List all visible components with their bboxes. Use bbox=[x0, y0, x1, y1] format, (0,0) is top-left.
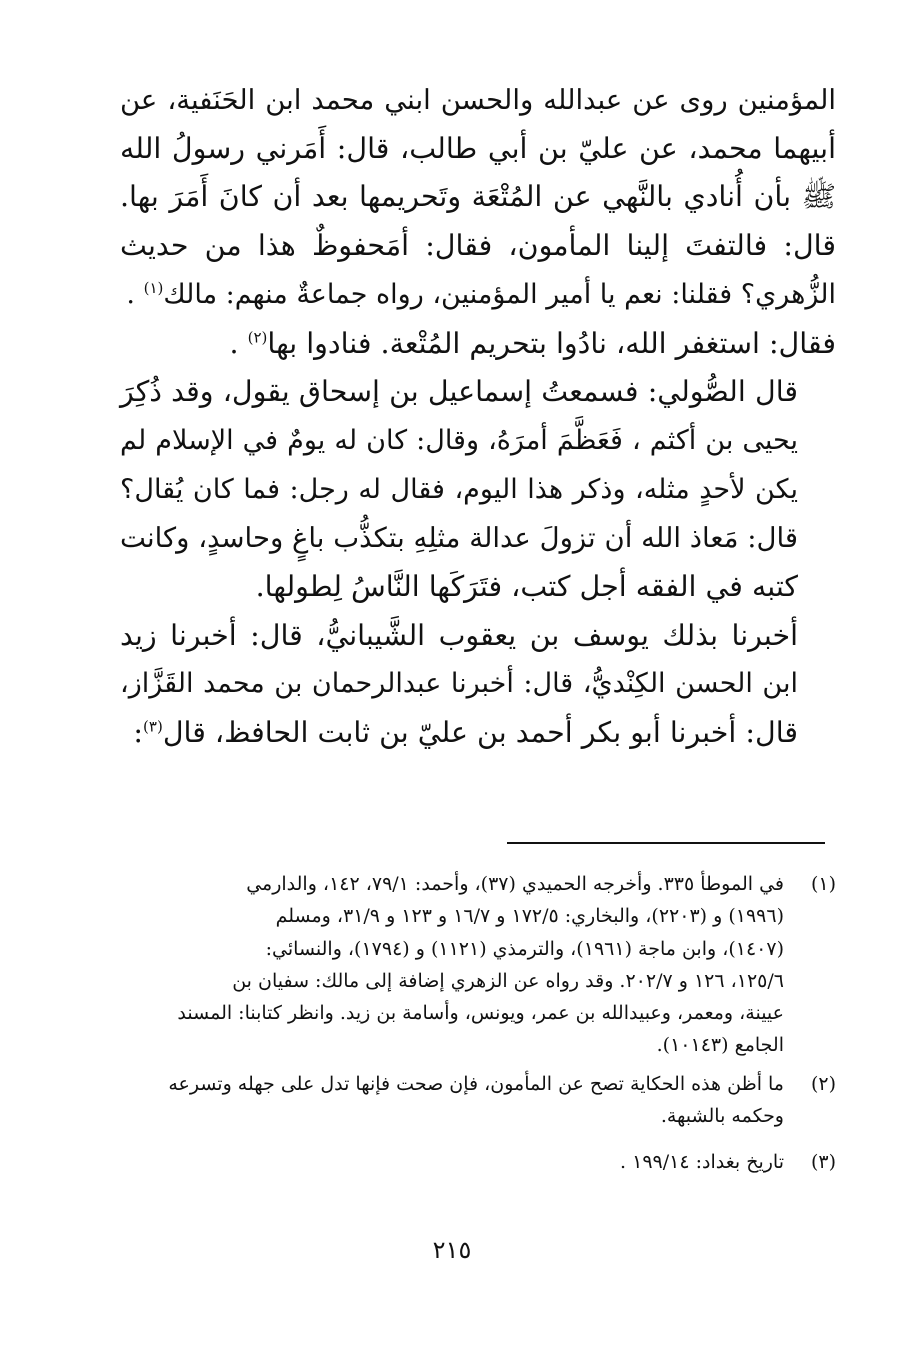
text-line: المؤمنين روى عن عبدالله والحسن ابني محمد ابن الحَنَفية، عن bbox=[120, 84, 836, 116]
footnote-number: (١) bbox=[810, 873, 836, 895]
footnote-text bbox=[120, 868, 784, 1062]
line-end: . bbox=[229, 326, 248, 360]
footnote-ref-2[interactable]: (٢) bbox=[247, 328, 268, 347]
text-line: ابن الحسن الكِنْديُّ، قال: أخبرنا عبدالرحمان بن محمد القَزَّاز، bbox=[120, 668, 798, 700]
text-line bbox=[120, 709, 836, 758]
line-end: . bbox=[126, 278, 144, 310]
footnote-2 bbox=[120, 1068, 836, 1133]
footnote-3 bbox=[120, 1146, 836, 1178]
text-line: أبيهما محمد، عن عليّ بن أبي طالب، قال: أَمَرني رسولُ الله bbox=[120, 131, 836, 165]
text-line-content: الزُّهري؟ فقلنا: نعم يا أمير المؤمنين، رواه جماعةٌ منهم: مالك bbox=[163, 278, 836, 310]
footnote-1 bbox=[120, 868, 836, 1062]
main-text bbox=[120, 76, 836, 758]
footnote-number: (٢) bbox=[810, 1072, 836, 1095]
footnote-line: عيينة، ومعمر، وعبيدالله بن عمر، ويونس، وأسامة بن زيد. وانظر كتابنا: المسند bbox=[177, 1002, 784, 1025]
text-line: يحيى بن أكثم ، فَعَظَّمَ أمرَهُ، وقال: كان له يومٌ في الإسلام لم bbox=[120, 424, 798, 456]
page-number: ٢١٥ bbox=[432, 1236, 472, 1264]
text-line: يكن لأحدٍ مثله، وذكر هذا اليوم، فقال له رجل: فما كان يُقال؟ bbox=[120, 473, 798, 505]
paragraph-2 bbox=[120, 368, 836, 612]
paragraph-1 bbox=[120, 76, 836, 368]
footnote-line: وحكمه بالشبهة. bbox=[660, 1105, 784, 1128]
footnote-text bbox=[120, 1146, 784, 1178]
paragraph-3 bbox=[120, 612, 836, 758]
footnote-ref-3[interactable]: (٣) bbox=[143, 717, 163, 736]
text-line: قال الصُّولي: فسمعتُ إسماعيل بن إسحاق يقول، وقد ذُكِرَ bbox=[120, 375, 798, 409]
footnote-number: (٣) bbox=[810, 1151, 836, 1174]
line-end: : bbox=[133, 716, 144, 750]
footnote-line: تاريخ بغداد: ١٩٩/١٤ . bbox=[620, 1151, 784, 1174]
text-line: كتبه في الفقه أجل كتب، فتَرَكَها النَّاسُ لِطولها. bbox=[255, 570, 798, 604]
text-line: قال: فالتفتَ إلينا المأمون، فقال: أمَحفوظٌ هذا من حديث bbox=[120, 229, 836, 263]
footnote-text bbox=[120, 1068, 784, 1133]
text-line bbox=[120, 271, 836, 320]
footnote-line: (١٤٠٧)، وابن ماجة (١٩٦١)، والترمذي (١١٢١) و (١٧٩٤)، والنسائي: bbox=[265, 937, 784, 960]
text-line-content: قال: أخبرنا أبو بكر أحمد بن عليّ بن ثابت الحافظ، قال bbox=[162, 716, 798, 750]
text-line: ﷺ بأن أُنادي بالنَّهي عن المُتْعَة وتَحريمها بعد أن كانَ أَمَرَ بها. bbox=[120, 180, 836, 214]
text-line: قال: مَعاذ الله أن تزولَ عدالة مثلِهِ بتكذُّب باغٍ وحاسدٍ، وكانت bbox=[120, 522, 798, 555]
text-line bbox=[120, 320, 836, 369]
footnote-ref-1[interactable]: (١) bbox=[143, 278, 164, 297]
footnote-line: ١٢٥/٦، ١٢٦ و ٢٠٢/٧. وقد رواه عن الزهري إضافة إلى مالك: سفيان بن bbox=[232, 969, 784, 992]
footnotes bbox=[120, 868, 836, 1185]
footnote-line: (١٩٩٦) و (٢٢٠٣)، والبخاري: ١٧٢/٥ و ١٦/٧ و ١٢٣ و ٣١/٩، ومسلم bbox=[275, 905, 784, 928]
text-line-content: فقال: استغفر الله، نادُوا بتحريم المُتْعة. فنادوا بها bbox=[267, 326, 836, 360]
footnote-line: ما أظن هذه الحكاية تصح عن المأمون، فإن صحت فإنها تدل على جهله وتسرعه bbox=[168, 1072, 784, 1095]
footnote-separator bbox=[507, 842, 825, 844]
text-line: أخبرنا بذلك يوسف بن يعقوب الشَّيبانيُّ، قال: أخبرنا زيد bbox=[120, 618, 798, 652]
footnote-line: الجامع (١٠١٤٣). bbox=[656, 1034, 784, 1057]
footnote-line: في الموطأ ٣٣٥. وأخرجه الحميدي (٣٧)، وأحمد: ٧٩/١، ١٤٢، والدارمي bbox=[246, 873, 784, 895]
